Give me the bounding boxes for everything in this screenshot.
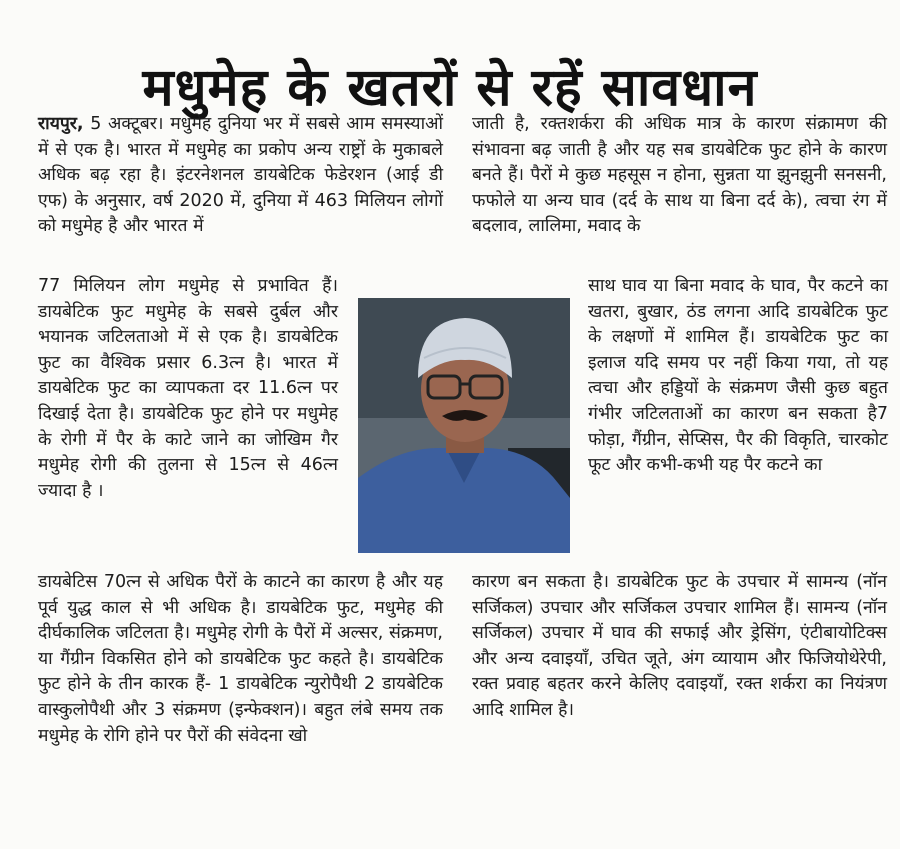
doctor-photo <box>358 298 570 553</box>
article-text-right-mid: साथ घाव या बिना मवाद के घाव, पैर कटने का खतरा, बुखार, ठंड लगना आदि डायबेटिक फुट के लक्षणों में शामिल हैं। डायबेटिक फुट का इलाज यदि समय पर नहीं किया गया, तो यह त्वचा और हड्डियों के संक्रमण जैसी कुछ बहुत गंभीर जटिलताओं का कारण बन सकता है7 फोड़ा, गैंग्रीन, सेप्सिस, पैर की विकृति, चारकोट फूट और कभी-कभी यह पैर कटने का <box>588 276 888 476</box>
article-text-left-bottom: डायबेटिस 70त्न से अधिक पैरों के काटने का कारण है और यह पूर्व युद्ध काल से भी अधिक है। डायबेटिक फुट, मधुमेह की दीर्घकालिक जटिलता है। मधुमेह रोगी के पैरों में अल्सर, संक्रमण, या गैंग्रीन विकसित होने को डायबेटिक फुट कहते है। डायबेटिक फुट होने के तीन कारक हैं- 1 डायबेटिक न्युरोपैथी 2 डायबेटिक वास्कुलोपैथी और 3 संक्रमण (इन्फेक्शन)। बहुत लंबे समय तक मधुमेह के रोगि होने पर पैरों की संवेदना खो <box>38 572 443 746</box>
article-text-right-bottom: कारण बन सकता है। डायबेटिक फुट के उपचार में सामन्य (नॉन सर्जिकल) उपचार और सर्जिकल उपचार शामिल हैं। सामन्य (नॉन सर्जिकल) उपचार में घाव की सफाई और ड्रेसिंग, एंटीबायोटिक्स और अन्य दवाइयाँ, उचित जूते, अंग व्यायाम और फिजियोथेरेपी, रक्त प्रवाह बहतर करने केलिए दवाइयाँ, रक्त शर्करा का नियंत्रण आदि शामिल है। <box>472 572 887 720</box>
article-text-right-top: जाती है, रक्तशर्करा की अधिक मात्र के कारण संक्रामण की संभावना बढ़ जाती है और यह सब डायबेटिक फुट होने के कारण बनते हैं। पैरों मे कुछ महसूस न होना, सुन्नता या झुनझुनी सनसनी, फफोले या अन्य घाव (दर्द के साथ या बिना दर्द के), त्वचा रंग में बदलाव, लालिमा, मवाद के <box>472 114 887 237</box>
headline: मधुमेह के खतरों से रहें सावधान <box>142 57 758 118</box>
dateline: रायपुर, <box>38 114 84 134</box>
article-text-left-mid: 77 मिलियन लोग मधुमेह से प्रभावित हैं। डायबेटिक फुट मधुमेह के सबसे दुर्बल और भयानक जटिलताओ में से एक है। डायबेटिक फुट का वैश्विक प्रसार 6.3त्न है। भारत में डायबेटिक फुट का व्यापकता दर 11.6त्न पर दिखाई देता है। डायबेटिक फुट होने पर मधुमेह के रोगी में पैर के काटे जाने का जोखिम गैर मधुमेह रोगी की तुलना से 15त्न से 46त्न ज्यादा है । <box>38 276 338 501</box>
article-right-bottom <box>472 570 887 724</box>
article-left-mid <box>38 274 338 504</box>
article-left-top <box>38 112 443 240</box>
article-left-bottom <box>38 570 443 749</box>
article-text-left-top: 5 अक्टूबर। मधुमेह दुनिया भर में सबसे आम समस्याओं में से एक है। भारत में मधुमेह का प्रकोप अन्य राष्ट्रों के मुकाबले अधिक बढ़ रहा है। इंटरनेशनल डायबेटिक फेडेरशन (आई डी एफ) के अनुसार, वर्ष 2020 में, दुनिया में 463 मिलियन लोगों को मधुमेह है और भारत में <box>38 114 443 237</box>
article-right-top <box>472 112 887 240</box>
article-right-mid <box>588 274 888 479</box>
